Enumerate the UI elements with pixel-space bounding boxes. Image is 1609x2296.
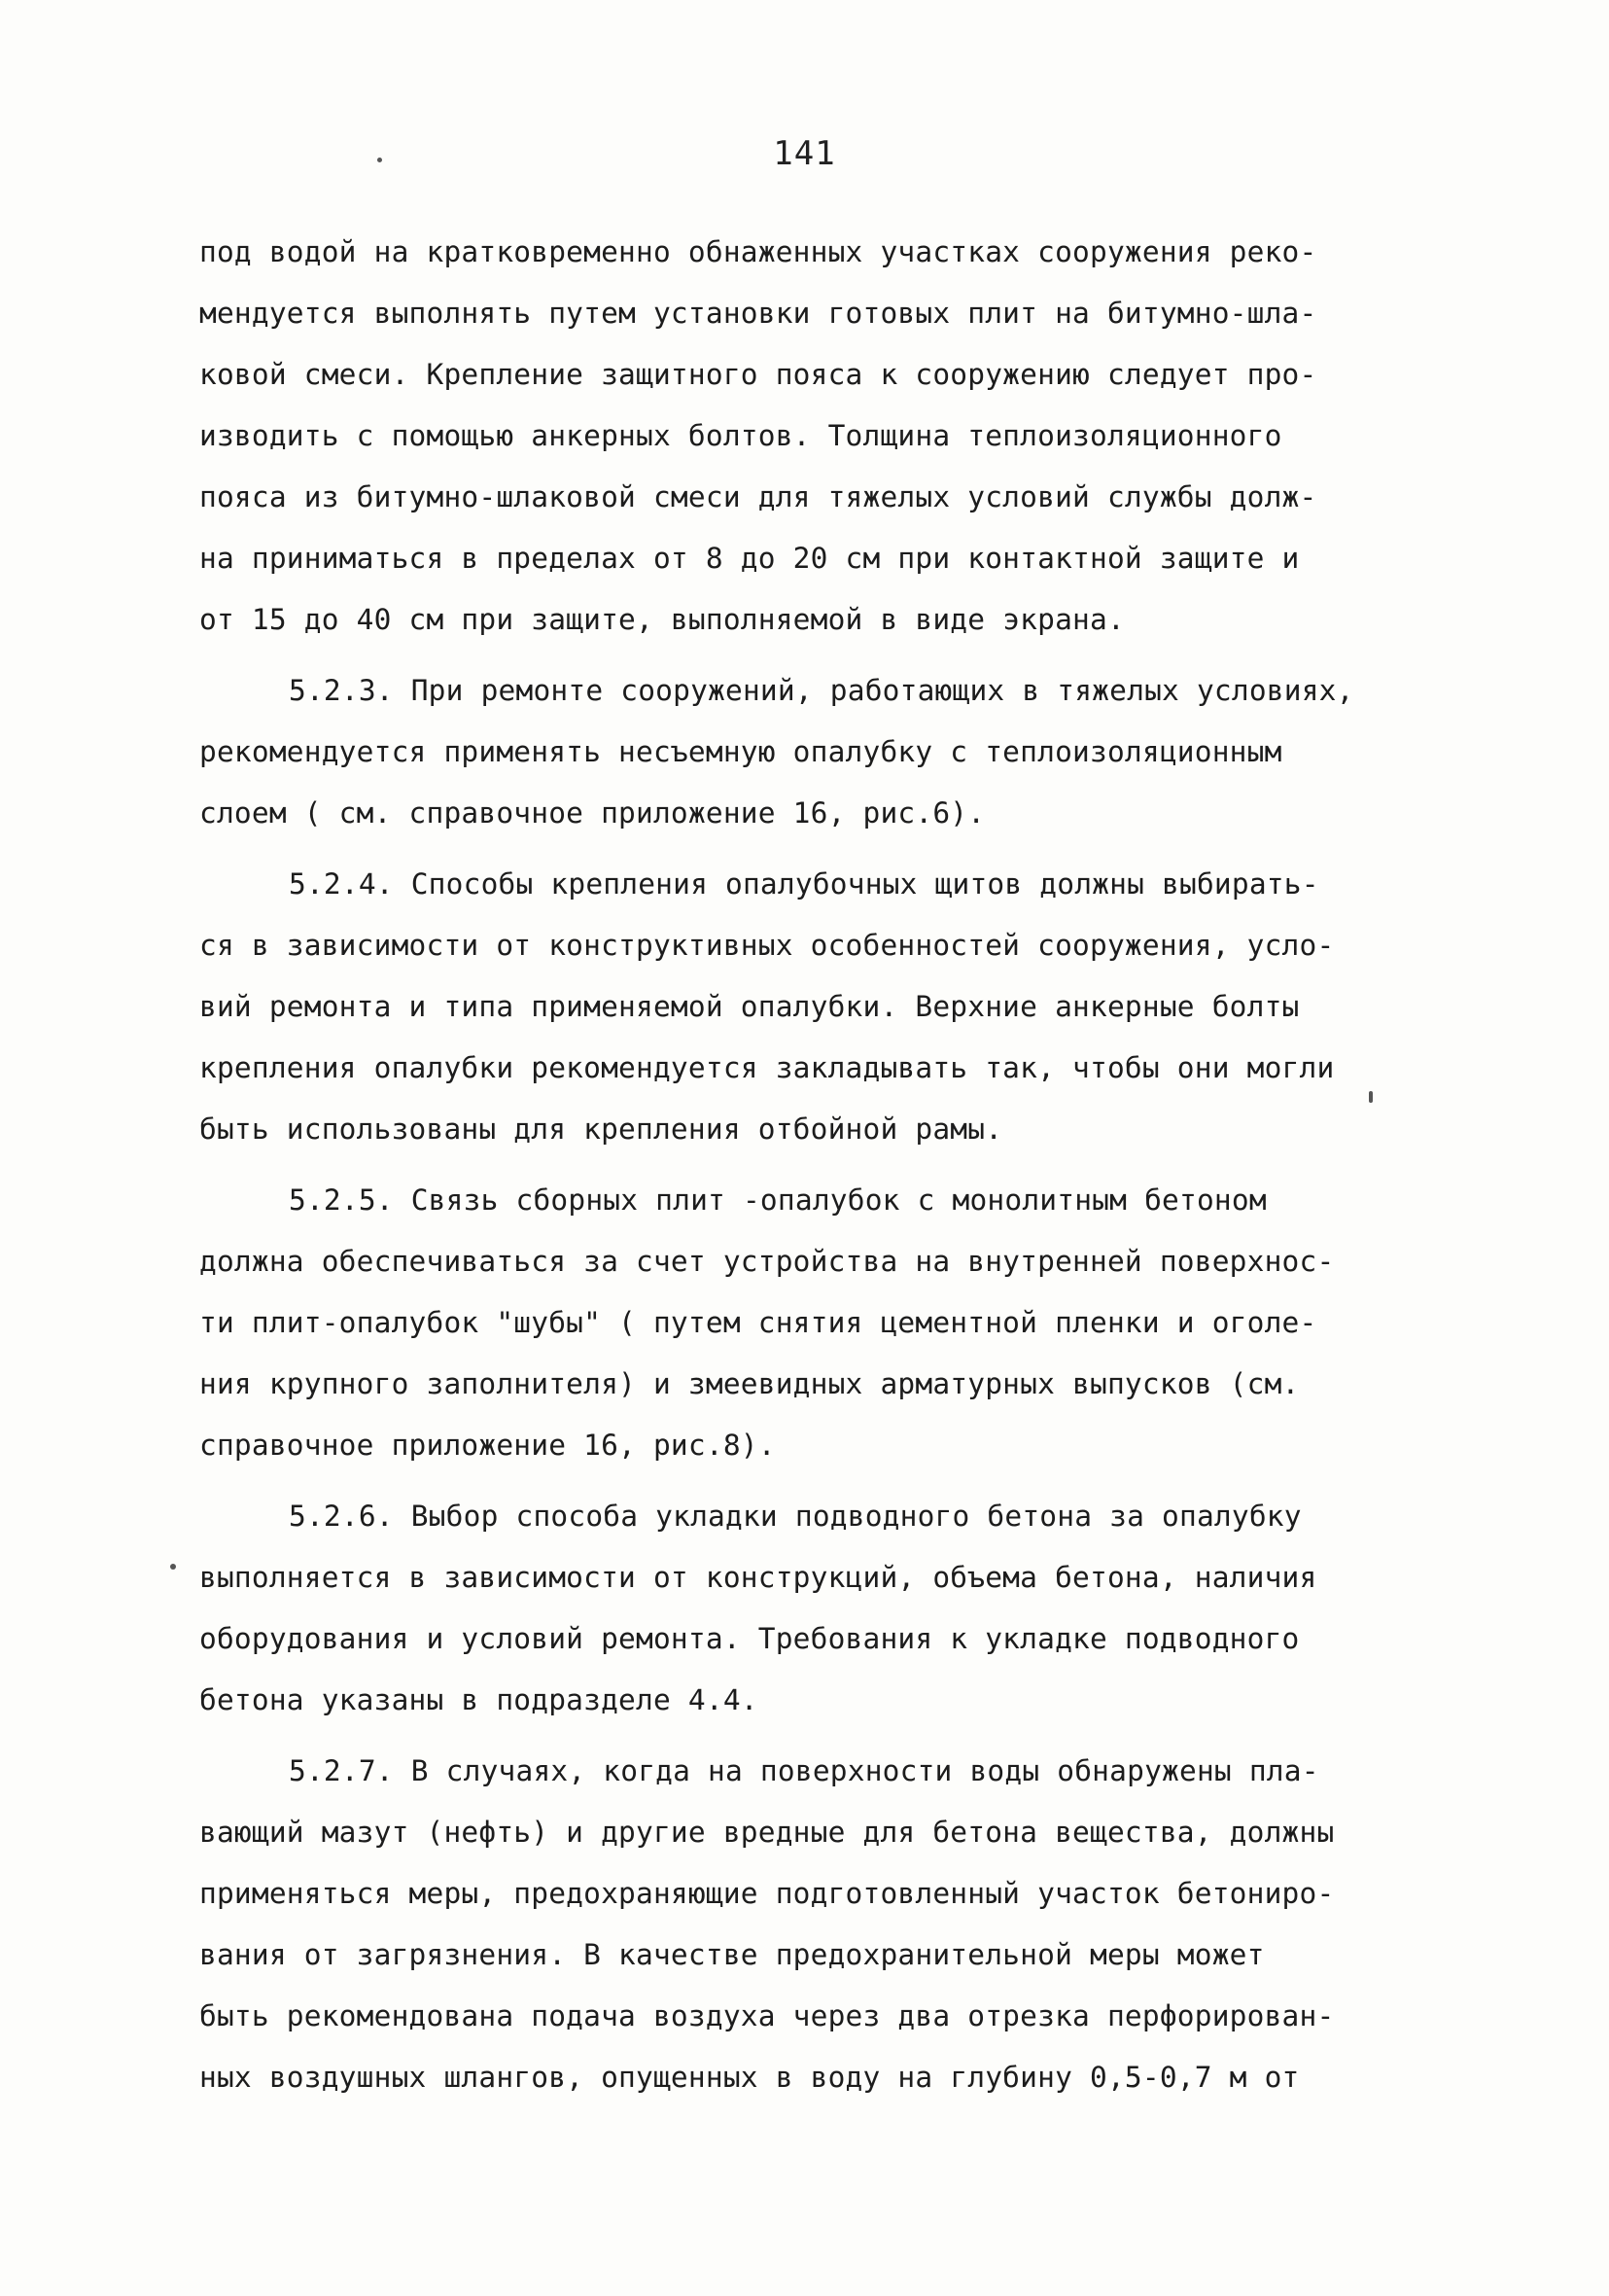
- text-line: быть рекомендована подача воздуха через два отрезка перфорирован-: [199, 1999, 1335, 2032]
- text-line: ния крупного заполнителя) и змеевидных арматурных выпусков (см.: [199, 1367, 1300, 1400]
- scan-speck: [377, 158, 382, 162]
- text-line: бетона указаны в подразделе 4.4.: [199, 1683, 758, 1716]
- text-line: справочное приложение 16, рис.8).: [199, 1429, 776, 1462]
- text-line: вания от загрязнения. В качестве предохранительной меры может: [199, 1938, 1265, 1971]
- body-text: [199, 222, 1434, 2108]
- text-line: быть использованы для крепления отбойной рамы.: [199, 1113, 1003, 1146]
- scan-speck: [1369, 1091, 1373, 1103]
- text-line: 5.2.6. Выбор способа укладки подводного бетона за опалубку: [289, 1500, 1302, 1533]
- text-line: от 15 до 40 см при защите, выполняемой в виде экрана.: [199, 603, 1125, 636]
- page-number: 141: [773, 134, 836, 173]
- text-line: ти плит-опалубок "шубы" ( путем снятия цементной пленки и оголе-: [199, 1306, 1317, 1339]
- text-line: ся в зависимости от конструктивных особенностей сооружения, усло-: [199, 929, 1335, 962]
- text-line: под водой на кратковременно обнаженных участках сооружения реко-: [199, 235, 1317, 268]
- text-line: выполняется в зависимости от конструкций, объема бетона, наличия: [199, 1561, 1317, 1594]
- text-line: слоем ( см. справочное приложение 16, рис.6).: [199, 796, 986, 830]
- text-line: 5.2.4. Способы крепления опалубочных щитов должны выбирать-: [289, 867, 1319, 901]
- scan-speck: [170, 1564, 176, 1570]
- paragraph-gap: [199, 844, 1434, 854]
- text-line: изводить с помощью анкерных болтов. Толщина теплоизоляционного: [199, 419, 1282, 452]
- text-line: 5.2.7. В случаях, когда на поверхности воды обнаружены пла-: [289, 1754, 1319, 1787]
- text-line: мендуется выполнять путем установки готовых плит на битумно-шла-: [199, 297, 1317, 330]
- paragraph-gap: [199, 1476, 1434, 1486]
- text-line: крепления опалубки рекомендуется закладывать так, чтобы они могли: [199, 1051, 1335, 1084]
- paragraph-gap: [199, 651, 1434, 660]
- text-line: 5.2.5. Связь сборных плит -опалубок с монолитным бетоном: [289, 1183, 1267, 1217]
- text-line: применяться меры, предохраняющие подготовленный участок бетониро-: [199, 1877, 1335, 1910]
- paragraph-gap: [199, 1731, 1434, 1741]
- text-line: 5.2.3. При ремонте сооружений, работающих в тяжелых условиях,: [289, 674, 1354, 707]
- text-line: ных воздушных шлангов, опущенных в воду на глубину 0,5-0,7 м от: [199, 2061, 1300, 2094]
- text-line: оборудования и условий ремонта. Требования к укладке подводного: [199, 1622, 1300, 1655]
- text-line: на приниматься в пределах от 8 до 20 см при контактной защите и: [199, 542, 1300, 575]
- text-line: рекомендуется применять несъемную опалубку с теплоизоляционным: [199, 735, 1282, 768]
- text-line: пояса из битумно-шлаковой смеси для тяжелых условий службы долж-: [199, 480, 1317, 513]
- paragraph-gap: [199, 1160, 1434, 1170]
- text-line: вий ремонта и типа применяемой опалубки. Верхние анкерные болты: [199, 990, 1300, 1023]
- text-line: ковой смеси. Крепление защитного пояса к сооружению следует про-: [199, 358, 1317, 391]
- text-line: вающий мазут (нефть) и другие вредные для бетона вещества, должны: [199, 1816, 1335, 1849]
- text-line: должна обеспечиваться за счет устройства на внутренней поверхнос-: [199, 1245, 1335, 1278]
